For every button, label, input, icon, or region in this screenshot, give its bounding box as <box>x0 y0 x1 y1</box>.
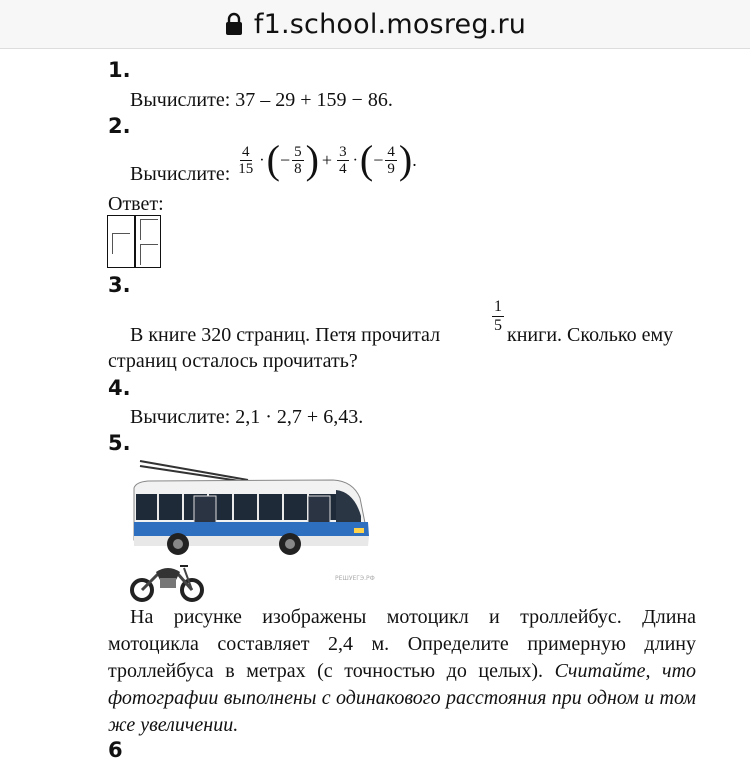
trolleybus-image <box>128 458 378 558</box>
problem-5-text-italic: Считайте, что фотографии выполнены с одинакового расстояния при одном и том же увеличении. <box>108 660 697 736</box>
problem-6-number: 6 <box>108 738 123 762</box>
problem-4-text: Вычислите: 2,1 · 2,7 + 6,43. <box>130 406 364 428</box>
answer-cell-numerator[interactable] <box>140 219 158 240</box>
answer-label: Ответ: <box>108 193 164 215</box>
problem-3-number: 3. <box>108 273 131 297</box>
problem-5-number: 5. <box>108 431 131 455</box>
fraction-4-9: $\frac{4}{9}$ <box>387 143 395 177</box>
problem-3-fraction: $\frac{1}{5}$ <box>494 298 502 334</box>
answer-cell-integer[interactable] <box>112 233 130 254</box>
problem-3-line2: страниц осталось прочитать? <box>108 350 358 372</box>
address-bar[interactable] <box>0 0 750 49</box>
problem-3-line1-before: В книге 320 страниц. Петя прочитал <box>130 324 441 346</box>
fraction-5-8: $\frac{5}{8}$ <box>294 143 302 177</box>
page-content <box>0 48 750 762</box>
problem-4-number: 4. <box>108 376 131 400</box>
answer-box-divider <box>134 216 136 267</box>
problem-5-text <box>108 604 696 739</box>
problem-2-number: 2. <box>108 114 131 138</box>
fraction-3-4: $\frac{3}{4}$ <box>339 143 347 177</box>
watermark: РЕШУЕГЭ.РФ <box>335 575 375 582</box>
problem-3-line1-after: книги. Сколько ему <box>507 324 674 346</box>
problem-1-text: Вычислите: 37 – 29 + 159 − 86. <box>130 89 393 111</box>
problem-1-number: 1. <box>108 58 131 82</box>
motorcycle-image <box>128 560 208 602</box>
fraction-4-15: $\frac{4}{15}$ <box>238 143 254 177</box>
answer-box[interactable] <box>107 215 161 268</box>
problem-2-lead: Вычислите: <box>130 162 231 185</box>
problem-5-text-plain: На рисунке изображены мотоцикл и троллейбус. Длина мотоцикла составляет 2,4 м. Определите примерную длину троллейбуса в метрах (с точностью до целых). <box>108 606 696 682</box>
lock-icon <box>224 12 244 36</box>
url-text: f1.school.mosreg.ru <box>253 8 527 40</box>
problem-2-expression: Вычислите: $\frac{4}{15}$ · ( − $\frac{5}{8}$ ) + $\frac{3}{4}$ · ( − $\frac{4}{9}$ ) . <box>130 140 417 180</box>
answer-cell-denominator[interactable] <box>140 244 158 265</box>
